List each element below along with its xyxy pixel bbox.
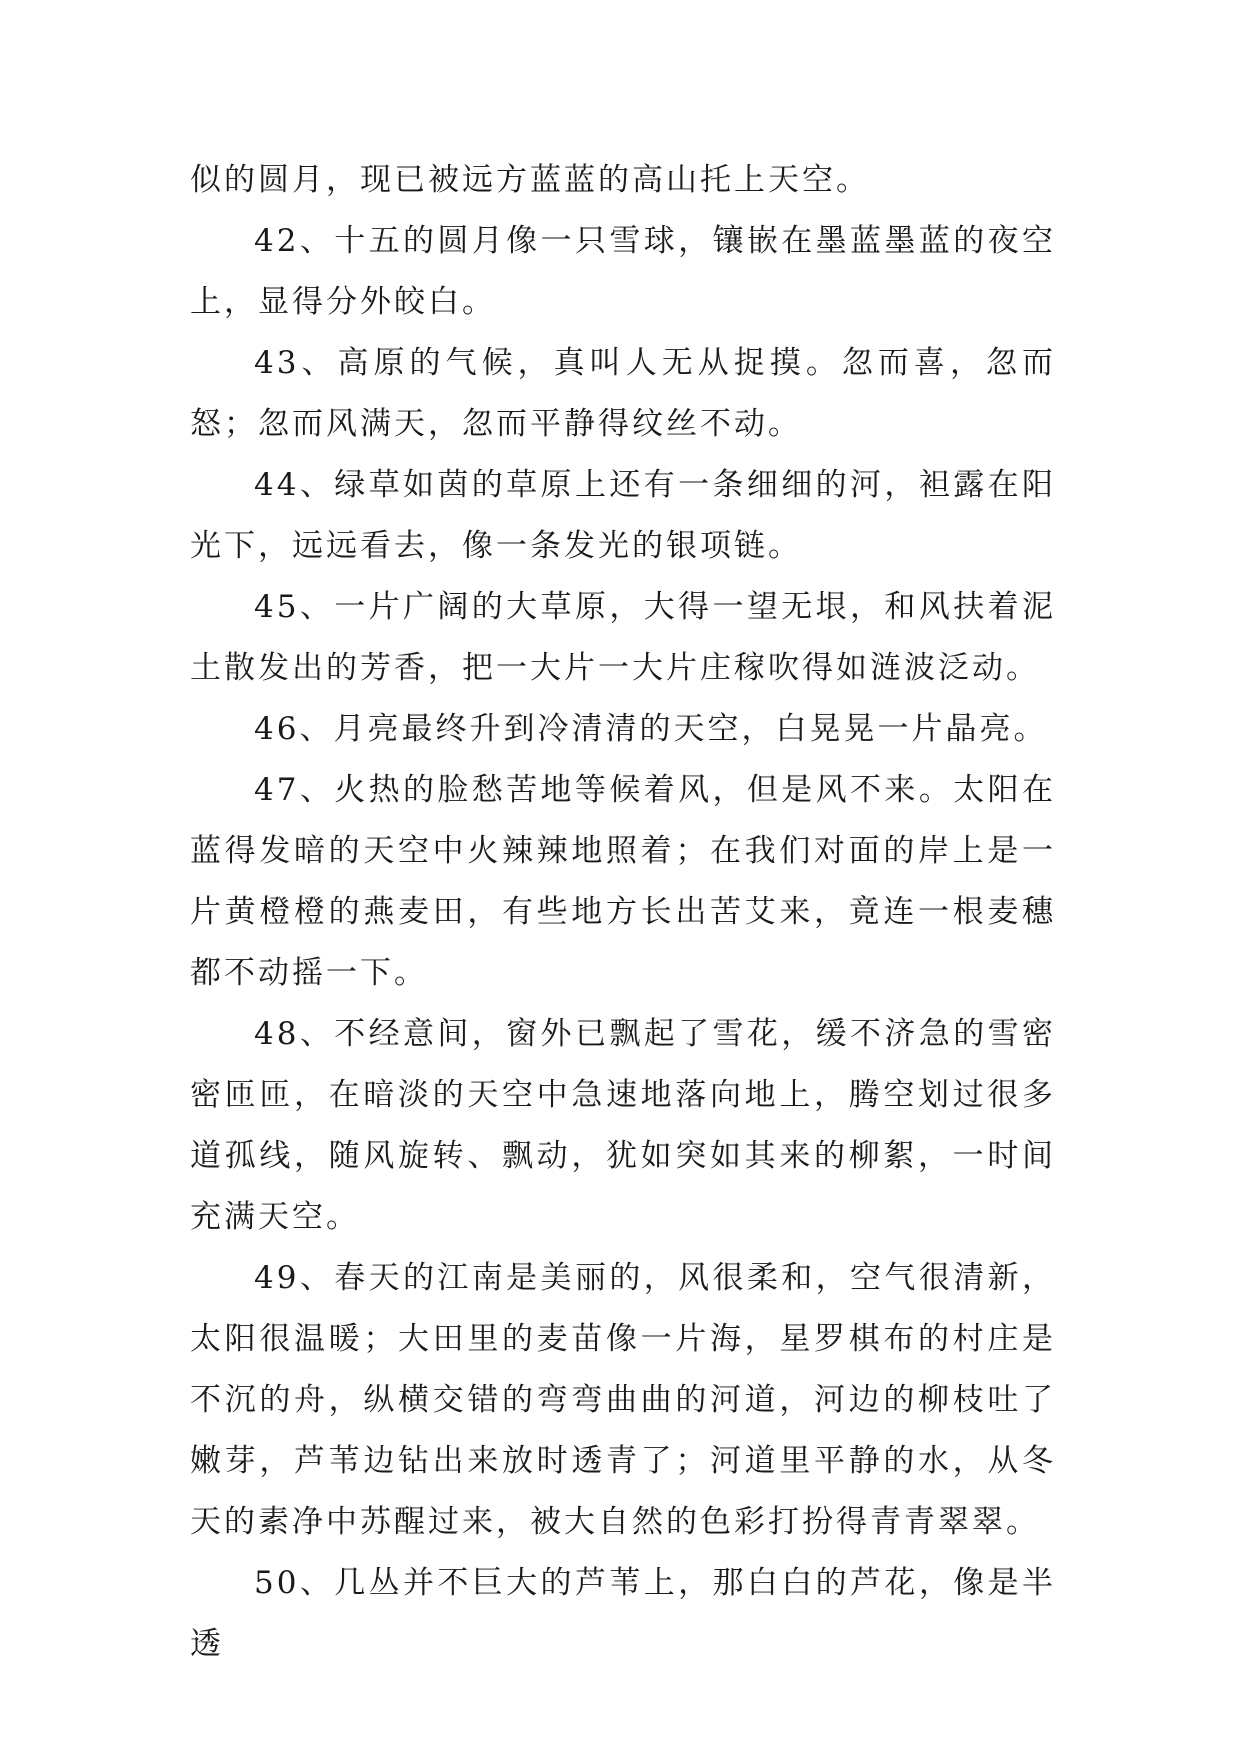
paragraph-42: 42、十五的圆月像一只雪球，镶嵌在墨蓝墨蓝的夜空上，显得分外皎白。 [190,223,1056,320]
paragraph-44: 44、绿草如茵的草原上还有一条细细的河，袒露在阳光下，远远看去，像一条发光的银项链。 [190,467,1056,564]
paragraph-43: 43、高原的气候，真叫人无从捉摸。忽而喜，忽而怒；忽而风满天，忽而平静得纹丝不动。 [190,345,1056,442]
paragraph-47: 47、火热的脸愁苦地等候着风，但是风不来。太阳在蓝得发暗的天空中火辣辣地照着；在我们对面的岸上是一片黄橙橙的燕麦田，有些地方长出苦艾来，竟连一根麦穗都不动摇一下。 [190,772,1056,991]
paragraph-48: 48、不经意间，窗外已飘起了雪花，缓不济急的雪密密匝匝，在暗淡的天空中急速地落向地上，腾空划过很多道孤线，随风旋转、飘动，犹如突如其来的柳絮，一时间充满天空。 [190,1016,1056,1235]
paragraph-49: 49、春天的江南是美丽的，风很柔和，空气很清新，太阳很温暖；大田里的麦苗像一片海，星罗棋布的村庄是不沉的舟，纵横交错的弯弯曲曲的河道，河边的柳枝吐了嫩芽，芦苇边钻出来放时透青了；河道里平静的水，从冬天的素净中苏醒过来，被大自然的色彩打扮得青青翠翠。 [190,1260,1056,1540]
paragraph-41-continued: 似的圆月，现已被远方蓝蓝的高山托上天空。 [190,162,870,198]
document-body [190,150,1056,1675]
paragraph-46: 46、月亮最终升到冷清清的天空，白晃晃一片晶亮。 [254,711,1048,747]
paragraph-45: 45、一片广阔的大草原，大得一望无垠，和风扶着泥土散发出的芳香，把一大片一大片庄稼吹得如涟波泛动。 [190,589,1056,686]
paragraph-50: 50、几丛并不巨大的芦苇上，那白白的芦花，像是半透 [190,1565,1056,1662]
